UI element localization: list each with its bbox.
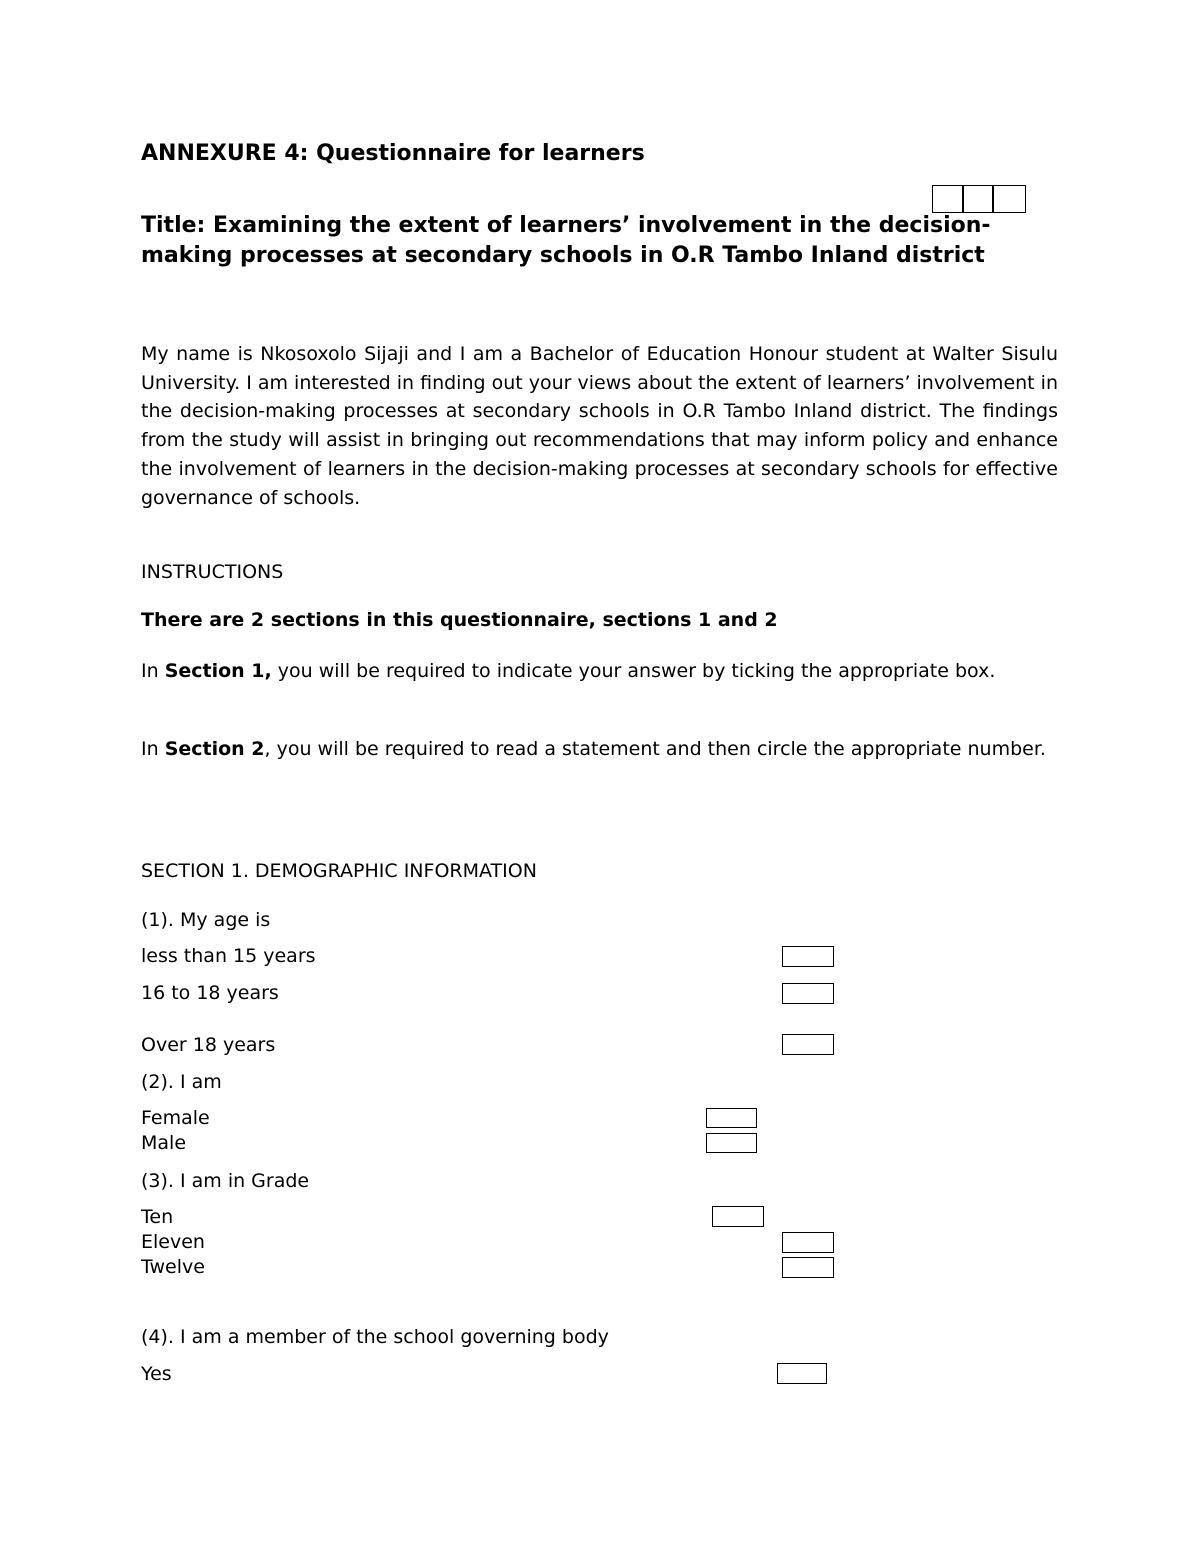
question-grade-label: (3). I am in Grade: [141, 1170, 310, 1192]
question-gender-label: (2). I am: [141, 1071, 222, 1093]
option-label-male: Male: [141, 1132, 187, 1154]
section2-instruction-bold: Section 2: [164, 738, 265, 760]
option-label-age-16-18: 16 to 18 years: [141, 982, 279, 1004]
option-label-sgb-yes: Yes: [141, 1363, 172, 1385]
section2-instruction-prefix: In: [141, 738, 165, 760]
checkbox-age-16-18[interactable]: [782, 983, 834, 1004]
section2-instruction: [141, 735, 1058, 764]
option-label-grade-twelve: Twelve: [141, 1256, 205, 1278]
checkbox-age-over-18[interactable]: [782, 1034, 834, 1055]
document-title-line-1: Title: Examining the extent of learners’ involvement in the decision-: [141, 213, 991, 238]
section1-instruction-bold: Section 1,: [164, 660, 272, 682]
section1-instruction: [141, 657, 1058, 686]
checkbox-age-under-15[interactable]: [782, 946, 834, 967]
checkbox-grade-ten[interactable]: [712, 1206, 764, 1227]
code-box-3[interactable]: [992, 185, 1026, 213]
question-sgb-label: (4). I am a member of the school governing body: [141, 1326, 609, 1348]
option-label-female: Female: [141, 1107, 210, 1129]
option-label-grade-ten: Ten: [141, 1206, 174, 1228]
option-label-age-under-15: less than 15 years: [141, 945, 316, 967]
document-title-line-2: making processes at secondary schools in O.R Tambo Inland district: [141, 243, 985, 268]
intro-paragraph: My name is Nkosoxolo Sijaji and I am a Bachelor of Education Honour student at Walter Sisulu University. I am interested in finding out your views about the extent of learners’ involvement in the decision-making processes at secondary schools in O.R Tambo Inland district. The findings from the study will assist in bringing out recommendations that may inform policy and enhance the involvement of learners in the decision-making processes at secondary schools for effective governance of schools.: [141, 343, 1058, 509]
code-box-1[interactable]: [932, 185, 964, 213]
sections-statement: There are 2 sections in this questionnaire, sections 1 and 2: [141, 609, 778, 631]
section1-instruction-prefix: In: [141, 660, 165, 682]
code-box-2[interactable]: [962, 185, 994, 213]
section2-instruction-rest: , you will be required to read a statement and then circle the appropriate number.: [264, 738, 1046, 760]
checkbox-grade-twelve[interactable]: [782, 1257, 834, 1278]
checkbox-grade-eleven[interactable]: [782, 1232, 834, 1253]
section1-instruction-rest: you will be required to indicate your answer by ticking the appropriate box.: [271, 660, 996, 682]
checkbox-sgb-yes[interactable]: [777, 1363, 827, 1384]
option-label-age-over-18: Over 18 years: [141, 1034, 276, 1056]
checkbox-female[interactable]: [706, 1108, 757, 1128]
annexure-heading: ANNEXURE 4: Questionnaire for learners: [141, 141, 645, 166]
question-age-label: (1). My age is: [141, 909, 271, 931]
instructions-heading: INSTRUCTIONS: [141, 561, 284, 583]
checkbox-male[interactable]: [706, 1133, 757, 1153]
option-label-grade-eleven: Eleven: [141, 1231, 205, 1253]
section1-heading: SECTION 1. DEMOGRAPHIC INFORMATION: [141, 860, 537, 882]
